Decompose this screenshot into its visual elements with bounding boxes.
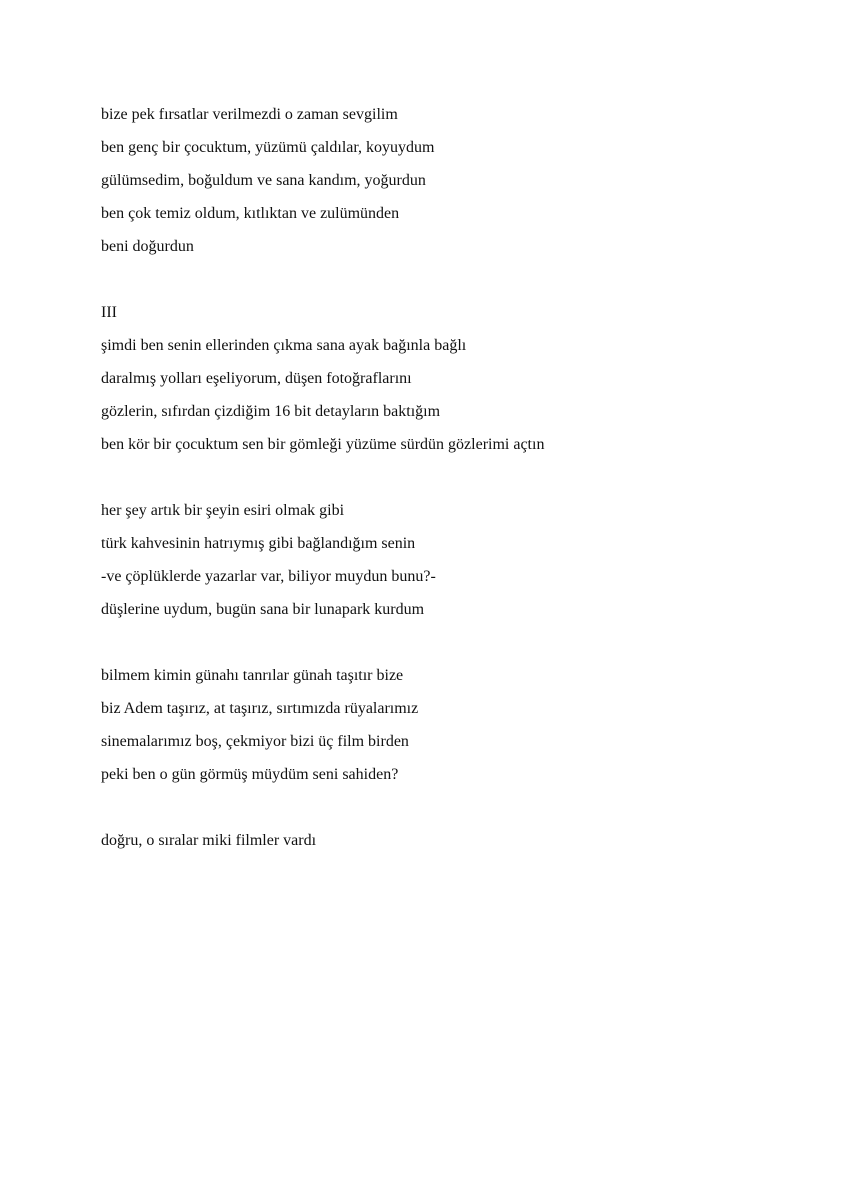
poem-line: şimdi ben senin ellerinden çıkma sana ayak bağınla bağlı (101, 337, 467, 354)
poem-line: düşlerine uydum, bugün sana bir lunapark kurdum (101, 601, 425, 618)
section-heading: III (101, 304, 117, 321)
poem-line: ben kör bir çocuktum sen bir gömleği yüzüme sürdün gözlerimi açtın (101, 436, 545, 453)
stanza-break (101, 626, 801, 659)
stanza-break (101, 791, 801, 824)
poem-line: daralmış yolları eşeliyorum, düşen fotoğraflarını (101, 370, 412, 387)
poem-line: ben çok temiz oldum, kıtlıktan ve zulümünden (101, 205, 400, 222)
poem-line: doğru, o sıralar miki filmler vardı (101, 832, 317, 849)
poem-line: gülümsedim, boğuldum ve sana kandım, yoğurdun (101, 172, 426, 189)
poem-line: -ve çöplüklerde yazarlar var, biliyor muydun bunu?- (101, 568, 436, 585)
poem-line: gözlerin, sıfırdan çizdiğim 16 bit detayların baktığım (101, 403, 441, 420)
poem-line: bize pek fırsatlar verilmezdi o zaman sevgilim (101, 106, 398, 123)
poem-line: biz Adem taşırız, at taşırız, sırtımızda rüyalarımız (101, 700, 419, 717)
stanza-break (101, 263, 801, 296)
poem-line: her şey artık bir şeyin esiri olmak gibi (101, 502, 345, 519)
poem-text (101, 98, 801, 857)
poem-line: sinemalarımız boş, çekmiyor bizi üç film birden (101, 733, 409, 750)
poem-line: ben genç bir çocuktum, yüzümü çaldılar, koyuydum (101, 139, 435, 156)
stanza-break (101, 461, 801, 494)
poem-line: beni doğurdun (101, 238, 194, 255)
poem-line: bilmem kimin günahı tanrılar günah taşıtır bize (101, 667, 404, 684)
poem-line: peki ben o gün görmüş müydüm seni sahiden? (101, 766, 399, 783)
poem-line: türk kahvesinin hatrıymış gibi bağlandığım senin (101, 535, 416, 552)
